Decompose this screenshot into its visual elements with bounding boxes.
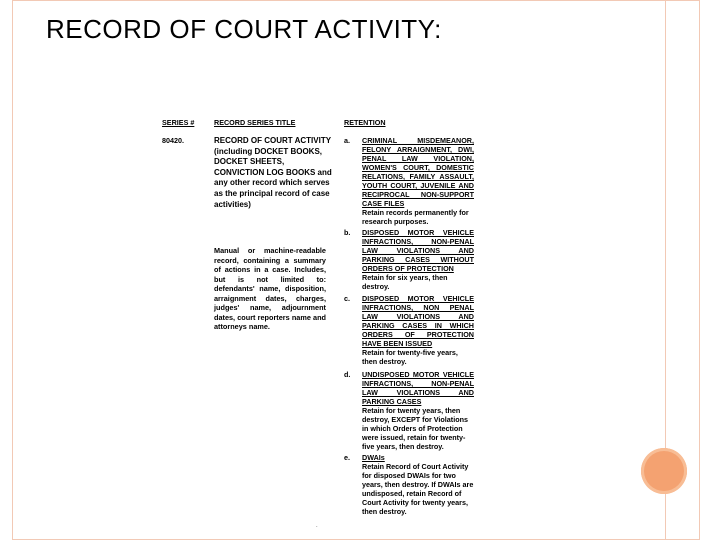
retention-title: DISPOSED MOTOR VEHICLE INFRACTIONS, NON PENAL LAW VIOLATIONS AND PARKING CASES IN WHICH ORDERS OF PROTECTION HAVE BEEN ISSUED xyxy=(362,294,474,348)
retention-title: DWAIs xyxy=(362,453,385,462)
header-series: SERIES # xyxy=(162,118,195,127)
retention-letter: b. xyxy=(344,228,351,237)
scanned-document xyxy=(150,108,490,533)
record-title: RECORD OF COURT ACTIVITY (including DOCKET BOOKS, DOCKET SHEETS, CONVICTION LOG BOOKS and any other record which serves as the principal record of case activities) xyxy=(214,136,332,209)
retention-title: DISPOSED MOTOR VEHICLE INFRACTIONS, NON-PENAL LAW VIOLATIONS AND PARKING CASES WITHOUT ORDERS OF PROTECTION xyxy=(362,228,474,273)
record-description: Manual or machine-readable record, containing a summary of actions in a case. Includes, but is not limited to: defendants' name, disposition, arraignment dates, charges, judges' name, adjournment dates, court reporters name and attorneys name. xyxy=(214,246,326,331)
series-number: 80420. xyxy=(162,136,184,145)
decorative-circle xyxy=(641,448,687,494)
retention-text: Retain records permanently for research purposes. xyxy=(362,208,469,226)
retention-title: UNDISPOSED MOTOR VEHICLE INFRACTIONS, NON-PENAL LAW VIOLATIONS AND PARKING CASES xyxy=(362,370,474,406)
retention-text: Retain for six years, then destroy. xyxy=(362,273,448,291)
retention-title: CRIMINAL MISDEMEANOR, FELONY ARRAIGNMENT, DWI, PENAL LAW VIOLATION, WOMEN'S COURT, DOMESTIC RELATIONS, FAMILY ASSAULT, YOUTH COURT, JUVENILE AND RECIPROCAL NON-SUPPORT CASE FILES xyxy=(362,136,474,208)
retention-text: Retain Record of Court Activity for disposed DWAIs for two years, then destroy. If DWAIs are undisposed, retain Record of Court Activity for twenty years, then destroy. xyxy=(362,462,474,516)
retention-text: Retain for twenty-five years, then destroy. xyxy=(362,348,458,366)
retention-text: Retain for twenty years, then destroy, EXCEPT for Violations in which Orders of Protection were issued, retain for twenty-five years, then destroy. xyxy=(362,406,468,451)
header-retention: RETENTION xyxy=(344,118,386,127)
slide-title: RECORD OF COURT ACTIVITY: xyxy=(46,14,442,44)
retention-letter: c. xyxy=(344,294,350,303)
retention-letter: e. xyxy=(344,453,350,462)
retention-letter: d. xyxy=(344,370,351,379)
header-record-title: RECORD SERIES TITLE xyxy=(214,118,296,127)
retention-letter: a. xyxy=(344,136,350,145)
scan-artifact: . xyxy=(316,523,318,529)
